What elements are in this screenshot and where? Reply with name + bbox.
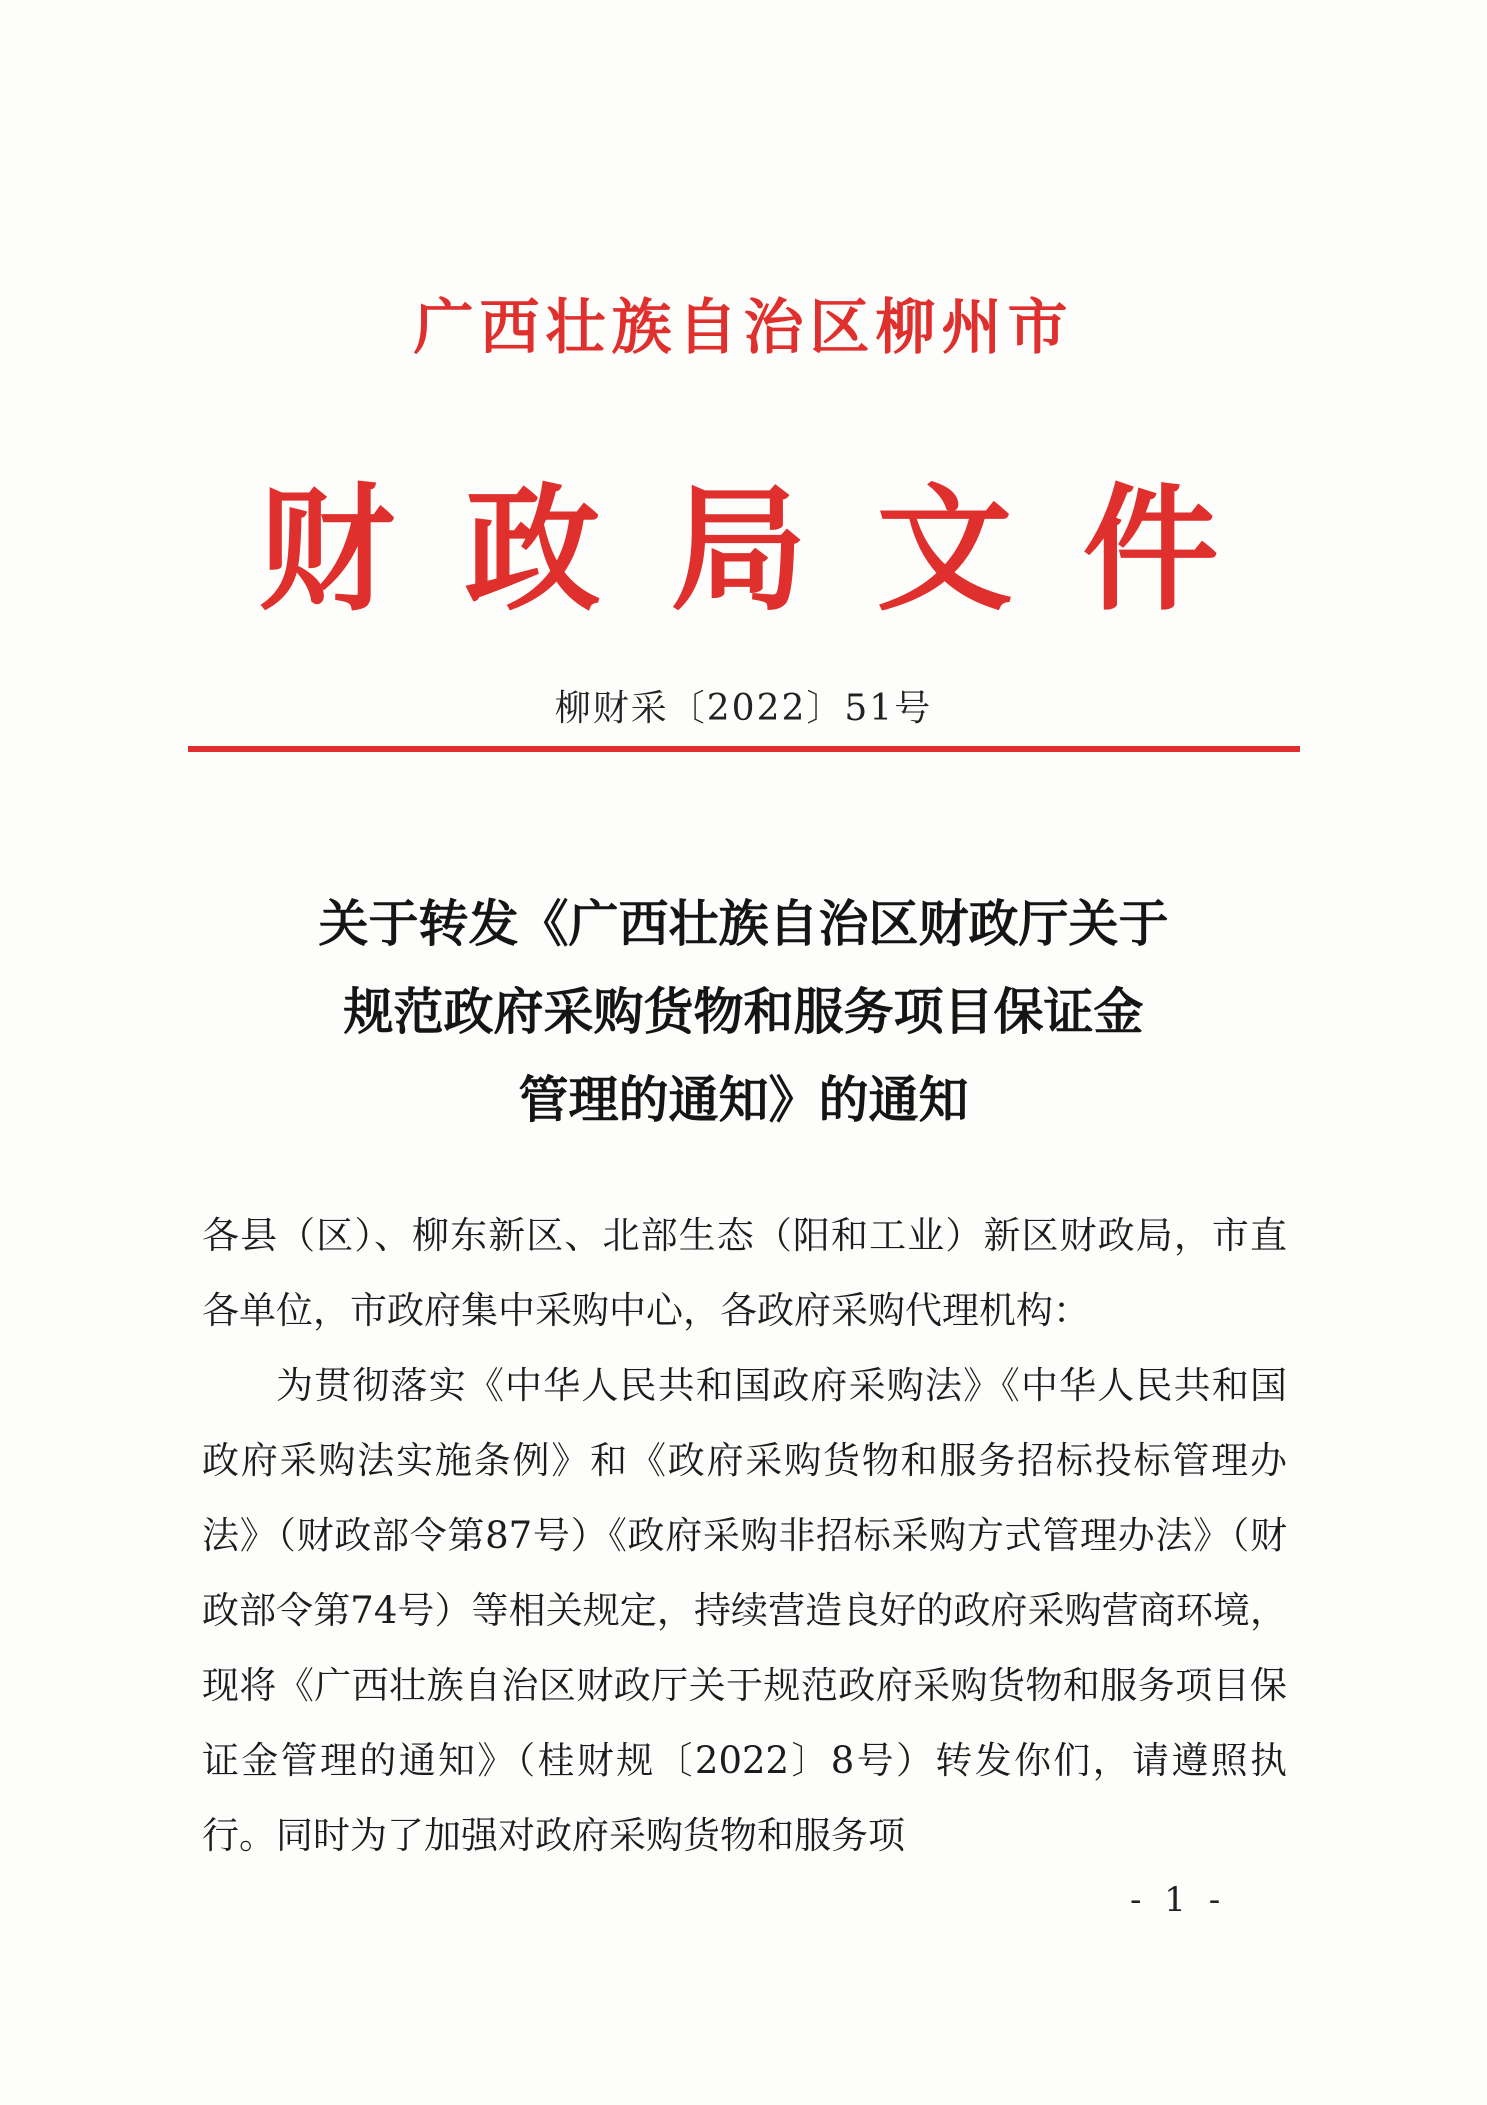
body-paragraph: 为贯彻落实《中华人民共和国政府采购法》《中华人民共和国政府采购法实施条例》和《政府采购货物和服务招标投标管理办法》（财政部令第87号）《政府采购非招标采购方式管理办法》（财政部令第74号）等相关规定，持续营造良好的政府采购营商环境，现将《广西壮族自治区财政厅关于规范政府采购货物和服务项目保证金管理的通知》（桂财规〔2022〕8号）转发你们，请遵照执行。同时为了加强对政府采购货物和服务项 xyxy=(202,1364,1287,1857)
red-divider-line xyxy=(188,746,1300,752)
page-number: - 1 - xyxy=(1130,1880,1227,1920)
document-title xyxy=(200,880,1287,1144)
issuing-organization: 广西壮族自治区柳州市 xyxy=(413,293,1074,363)
document-number: 柳财采〔2022〕51号 xyxy=(554,688,933,729)
document-body xyxy=(202,1198,1287,1873)
title-line-3: 管理的通知》的通知 xyxy=(518,1071,969,1129)
title-line-2: 规范政府采购货物和服务项目保证金 xyxy=(343,983,1144,1041)
title-line-1: 关于转发《广西壮族自治区财政厅关于 xyxy=(318,895,1169,953)
document-type-heading: 财政局文件 xyxy=(258,470,1289,630)
salutation: 各县（区）、柳东新区、北部生态（阳和工业）新区财政局，市直各单位，市政府集中采购中心，各政府采购代理机构： xyxy=(202,1214,1287,1332)
